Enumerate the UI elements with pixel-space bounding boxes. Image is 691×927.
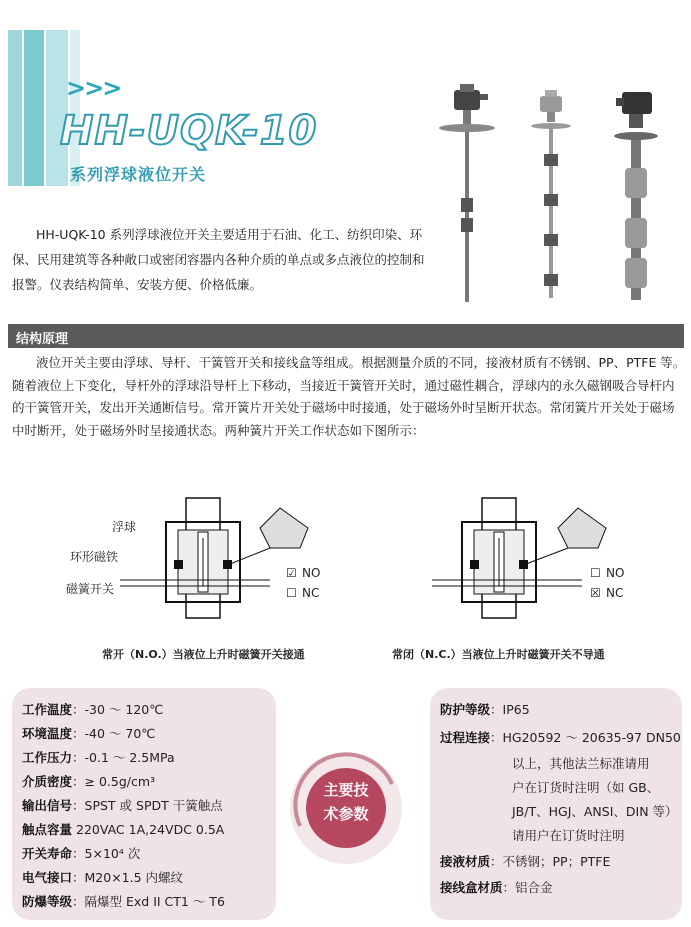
nc-checkbox-left: ☐ <box>286 586 297 600</box>
spec-process-label: 过程连接 <box>440 730 491 745</box>
nc-caption: 常闭（N.C.）当液位上升时磁簧开关不导通 <box>392 648 605 661</box>
spec-process-line-3: 户在订货时注明（如 GB、 <box>512 780 660 795</box>
spec-housing-value: ：铝合金 <box>502 880 553 895</box>
spec-left-value: ：≥ 0.5g/cm³ <box>72 774 156 789</box>
spec-process-line-1: ：HG20592 ～ 20635-97 DN50 <box>490 730 681 745</box>
spec-left-row <box>22 748 175 766</box>
section-header-bar <box>8 324 684 348</box>
spec-left-value: ：-30 ～ 120℃ <box>72 702 164 717</box>
spec-left-label: 输出信号 <box>22 798 73 813</box>
no-checkbox-left: ☑ <box>286 566 297 580</box>
no-diagram <box>120 488 320 628</box>
spec-left-row <box>22 772 155 790</box>
spec-left-value: ：SPST 或 SPDT 干簧触点 <box>72 798 223 813</box>
product-subtitle: 系列浮球液位开关 <box>70 165 207 184</box>
spec-wetted-label: 接液材质 <box>440 854 491 869</box>
spec-process-line-5: 请用户在订货时注明 <box>512 828 625 843</box>
label-float: 浮球 <box>112 520 137 534</box>
spec-process <box>440 728 681 746</box>
spec-left-value: ：-0.1 ～ 2.5MPa <box>72 750 175 765</box>
badge-line-1: 主要技 <box>323 781 369 799</box>
spec-left-value: ：隔爆型 Exd II CT1 ～ T6 <box>72 894 225 909</box>
spec-housing <box>440 878 553 896</box>
spec-housing-label: 接线盒材质 <box>440 880 503 895</box>
no-checkbox-right: ☐ <box>590 566 601 580</box>
spec-left-row <box>22 844 140 862</box>
section-title: 结构原理 <box>16 332 69 347</box>
spec-process-line-4: JB/T、HGJ、ANSI、DIN 等） <box>512 804 678 819</box>
spec-left-label: 介质密度 <box>22 774 73 789</box>
spec-left-label: 防爆等级 <box>22 894 73 909</box>
spec-left-label: 工作温度 <box>22 702 73 717</box>
no-label-right: NO <box>606 566 625 580</box>
badge-line-2: 术参数 <box>323 805 369 823</box>
product-3-image <box>614 92 658 300</box>
spec-wetted-value: ：不锈钢；PP；PTFE <box>490 854 611 869</box>
nc-label-left: NC <box>302 586 320 600</box>
spec-left-row <box>22 868 183 886</box>
spec-protection-value: ：IP65 <box>490 702 530 717</box>
spec-left-value: ：M20×1.5 内螺纹 <box>72 870 184 885</box>
spec-left-row <box>22 892 225 910</box>
no-label-left: NO <box>302 566 321 580</box>
badge-text <box>286 778 406 826</box>
label-ring-magnet: 环形磁铁 <box>70 550 119 564</box>
spec-left-value: 220VAC 1A,24VDC 0.5A <box>72 822 225 837</box>
intro-paragraph: HH-UQK-10 系列浮球液位开关主要适用于石油、化工、纺织印染、环保、民用建筑等各种敞口或密闭容器内各种介质的单点或多点液位的控制和报警。仪表结构简单、安装方便、价格低廉。 <box>12 227 425 292</box>
spec-left-label: 开关寿命 <box>22 846 73 861</box>
spec-protection <box>440 700 530 718</box>
nc-label-right: NC <box>606 586 624 600</box>
no-caption: 常开（N.O.）当液位上升时磁簧开关接通 <box>102 648 305 661</box>
spec-left-row <box>22 700 163 718</box>
spec-protection-label: 防护等级 <box>440 702 491 717</box>
spec-left-row <box>22 796 223 814</box>
spec-left-value: ：-40 ～ 70℃ <box>72 726 156 741</box>
label-reed-switch: 磁簧开关 <box>66 582 115 596</box>
spec-left-row <box>22 724 155 742</box>
chevrons-icon: >>> <box>66 74 121 102</box>
spec-left-value: ：5×10⁴ 次 <box>72 846 141 861</box>
product-image <box>430 78 686 318</box>
spec-left-row <box>22 820 224 838</box>
spec-left-label: 环境温度 <box>22 726 73 741</box>
product-title: HH-UQK-10 <box>60 108 318 154</box>
spec-process-line-2: 以上，其他法兰标准请用 <box>512 756 650 771</box>
product-1-image <box>439 84 495 302</box>
spec-wetted <box>440 852 610 870</box>
spec-left-label: 触点容量 <box>22 822 73 837</box>
nc-checkbox-right: ☒ <box>590 586 601 600</box>
nc-diagram <box>432 488 632 628</box>
product-2-image <box>531 90 571 298</box>
spec-left-label: 工作压力 <box>22 750 73 765</box>
spec-left-label: 电气接口 <box>22 870 73 885</box>
principle-paragraph: 液位开关主要由浮球、导杆、干簧管开关和接线盒等组成。根据测量介质的不同，接液材质有不锈钢、PP、PTFE 等。随着液位上下变化，导杆外的浮球沿导杆上下移动，当接近干簧管开关时，通过磁性耦合，浮球内的永久磁钢吸合导杆内的干簧管开关，发出开关通断信号。常开簧片开关处于磁场中时接通，处于磁场外时呈断开状态。常闭簧片开关处于磁场中时断开，处于磁场外时呈接通状态。两种簧片开关工作状态如下图所示： <box>12 355 686 438</box>
